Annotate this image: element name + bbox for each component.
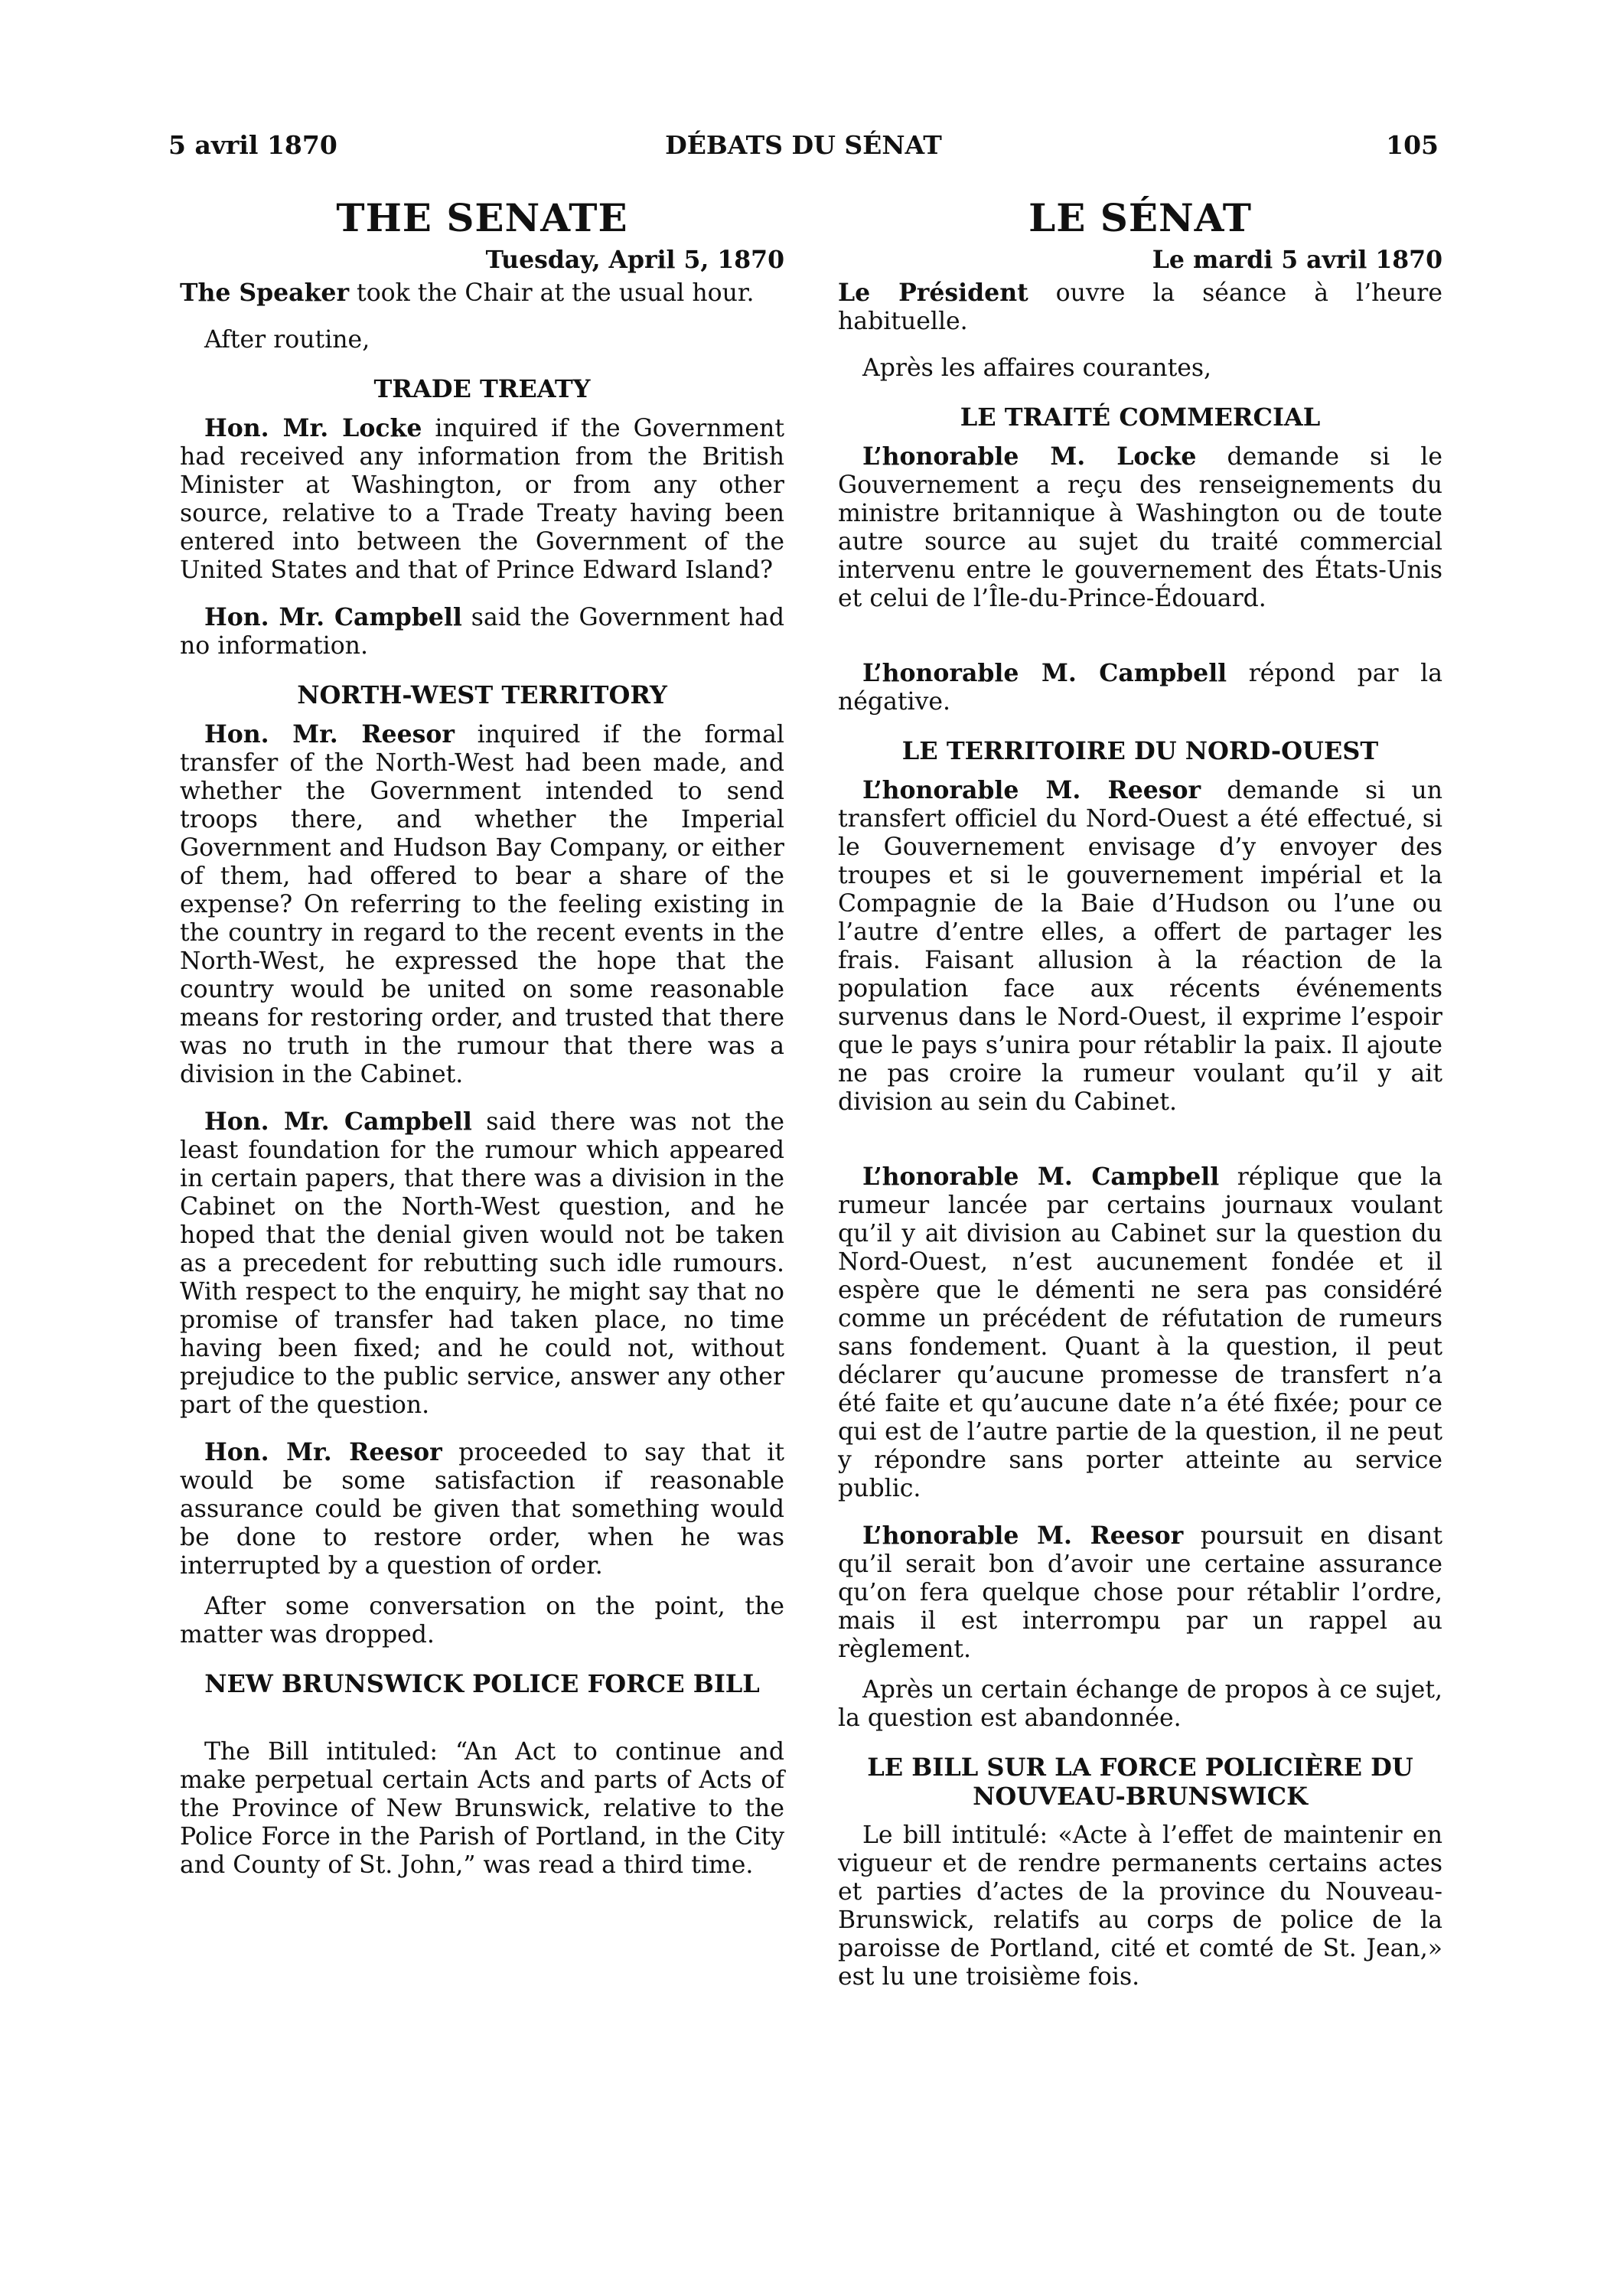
french-trade-p2 (838, 659, 1442, 716)
speaker-name: Hon. Mr. Campbell (204, 603, 462, 631)
french-police-p1: Le bill intitulé: «Acte à l’effet de maintenir en vigueur et de rendre permanents certains actes et parties d’actes de la province du Nouveau-Brunswick, relatifs au corps de police de la paroisse de Portland, cité et comté de St. Jean,» est lu une troisième fois. (838, 1821, 1442, 1991)
french-police-heading: LE BILL SUR LA FORCE POLICIÈRE DU NOUVEAU-BRUNSWICK (867, 1753, 1413, 1811)
paragraph-text: inquired if the Government had received any information from the British Minister at Washington, or from any other source, relative to a Trade Treaty having been entered into between the Government of the United States and that of Prince Edward Island? (180, 415, 784, 584)
speaker-name: L’honorable M. Campbell (862, 659, 1227, 687)
running-head (168, 130, 1439, 168)
paragraph-text: répond par la négative. (838, 660, 1443, 716)
paragraph-text: took the Chair at the usual hour. (349, 279, 755, 307)
speaker-name: Le Président (838, 279, 1028, 307)
speaker-name: The Speaker (180, 279, 350, 307)
page-number: 105 (1386, 130, 1439, 160)
french-opening (838, 279, 1442, 336)
english-date: Tuesday, April 5, 1870 (485, 246, 784, 274)
french-northwest-p1 (838, 776, 1442, 1117)
french-northwest-heading: LE TERRITOIRE DU NORD-OUEST (901, 736, 1379, 765)
speaker-name: Hon. Mr. Reesor (204, 720, 455, 748)
paragraph-text: said there was not the least foundation for the rumour which appeared in certain papers, that there was a division in the Cabinet on the North-West question, and he hoped that the denial given would not be taken as a precedent for rebutting such idle rumours. With respect to the enquiry, he might say that no promise of transfer had taken place, no time having been fixed; and he could not, without prejudice to the public service, answer any other part of the question. (180, 1108, 784, 1419)
english-opening (180, 279, 784, 308)
header-date: 5 avril 1870 (168, 130, 337, 160)
french-northwest-p2 (838, 1163, 1442, 1503)
french-northwest-p3 (838, 1521, 1442, 1664)
english-police-heading: NEW BRUNSWICK POLICE FORCE BILL (204, 1669, 760, 1698)
english-northwest-p4: After some conversation on the point, the matter was dropped. (180, 1593, 784, 1649)
speaker-name: L’honorable M. Reesor (862, 776, 1201, 804)
english-trade-p1 (180, 414, 784, 585)
speaker-name: L’honorable M. Reesor (862, 1521, 1184, 1550)
paragraph-text: réplique que la rumeur lancée par certains journaux voulant qu’il y ait division au Cabinet sur la question du Nord-Ouest, n’est aucunement fondée et il espère que le démenti ne sera pas considéré comme un précédent de réfutation de rumeurs sans fondement. Quant à la question, il peut déclarer qu’aucune promesse de transfert n’a été faite et qu’aucune date n’a été fixée; pour ce qui est de l’autre partie de la question, il ne peut y répondre sans porter atteinte au service public. (838, 1163, 1443, 1502)
paragraph-text: demande si un transfert officiel du Nord-Ouest a été effectué, si le Gouvernement envisage d’y envoyer des troupes et si le gouvernement impérial et la Compagnie de la Baie d’Hudson ou l’une ou l’autre d’entre elles, a offert de partager les frais. Faisant allusion à la réaction de la population face aux récents événements survenus dans le Nord-Ouest, il exprime l’espoir que le pays s’unira pour rétablir la paix. Il ajoute ne pas croire la rumeur voulant qu’il y ait division au sein du Cabinet. (838, 777, 1443, 1116)
french-title: LE SÉNAT (1028, 195, 1252, 240)
english-police-p1: The Bill intituled: “An Act to continue and make perpetual certain Acts and parts of Acts of the Province of New Brunswick, relative to the Police Force in the Parish of Portland, in the City and County of St. John,” was read a third time. (180, 1738, 784, 1879)
paragraph-text: poursuit en disant qu’il serait bon d’avoir une certaine assurance qu’on fera quelque chose pour rétablir l’ordre, mais il est interrompu par un rappel au règlement. (838, 1522, 1442, 1663)
paragraph-text: demande si le Gouvernement a reçu des renseignements du ministre britannique à Washington ou de toute autre source au sujet du traité commercial intervenu entre le gouvernement des États-Unis et celui de l’Île-du-Prince-Édouard. (838, 443, 1442, 612)
english-northwest-p3 (180, 1438, 784, 1580)
french-routine: Après les affaires courantes, (862, 354, 1212, 382)
english-trade-heading: TRADE TREATY (373, 374, 591, 403)
english-title: THE SENATE (336, 195, 628, 240)
speaker-name: L’honorable M. Campbell (862, 1163, 1220, 1191)
french-northwest-p4: Après un certain échange de propos à ce sujet, la question est abandonnée. (838, 1676, 1442, 1732)
speaker-name: L’honorable M. Locke (862, 442, 1197, 471)
paragraph-text: ouvre la séance à l’heure habituelle. (838, 279, 1443, 335)
french-column (838, 195, 1442, 1991)
english-northwest-p1 (180, 720, 784, 1089)
french-trade-heading: LE TRAITÉ COMMERCIAL (960, 403, 1321, 432)
speaker-name: Hon. Mr. Locke (204, 414, 422, 442)
speaker-name: Hon. Mr. Campbell (204, 1107, 472, 1136)
french-trade-p1 (838, 442, 1442, 613)
paragraph-text: said the Government had no information. (180, 604, 784, 660)
english-trade-p2 (180, 603, 784, 660)
english-northwest-heading: NORTH-WEST TERRITORY (297, 680, 667, 709)
english-column (180, 195, 784, 1880)
english-northwest-p2 (180, 1107, 784, 1420)
english-routine: After routine, (204, 326, 370, 354)
french-date: Le mardi 5 avril 1870 (1152, 246, 1442, 274)
paragraph-text: inquired if the formal transfer of the North-West had been made, and whether the Government intended to send troops there, and whether the Imperial Government and Hudson Bay Company, or either of them, had offered to bear a share of the expense? On referring to the feeling existing in the country in regard to the recent events in the North-West, he expressed the hope that the country would be united on some reasonable means for restoring order, and trusted that there was no truth in the rumour that there was a division in the Cabinet. (180, 721, 784, 1088)
speaker-name: Hon. Mr. Reesor (204, 1438, 442, 1466)
paragraph-text: proceeded to say that it would be some satisfaction if reasonable assurance could be given that something would be done to restore order, when he was interrupted by a question of order. (180, 1439, 784, 1580)
header-title: DÉBATS DU SÉNAT (665, 130, 942, 160)
